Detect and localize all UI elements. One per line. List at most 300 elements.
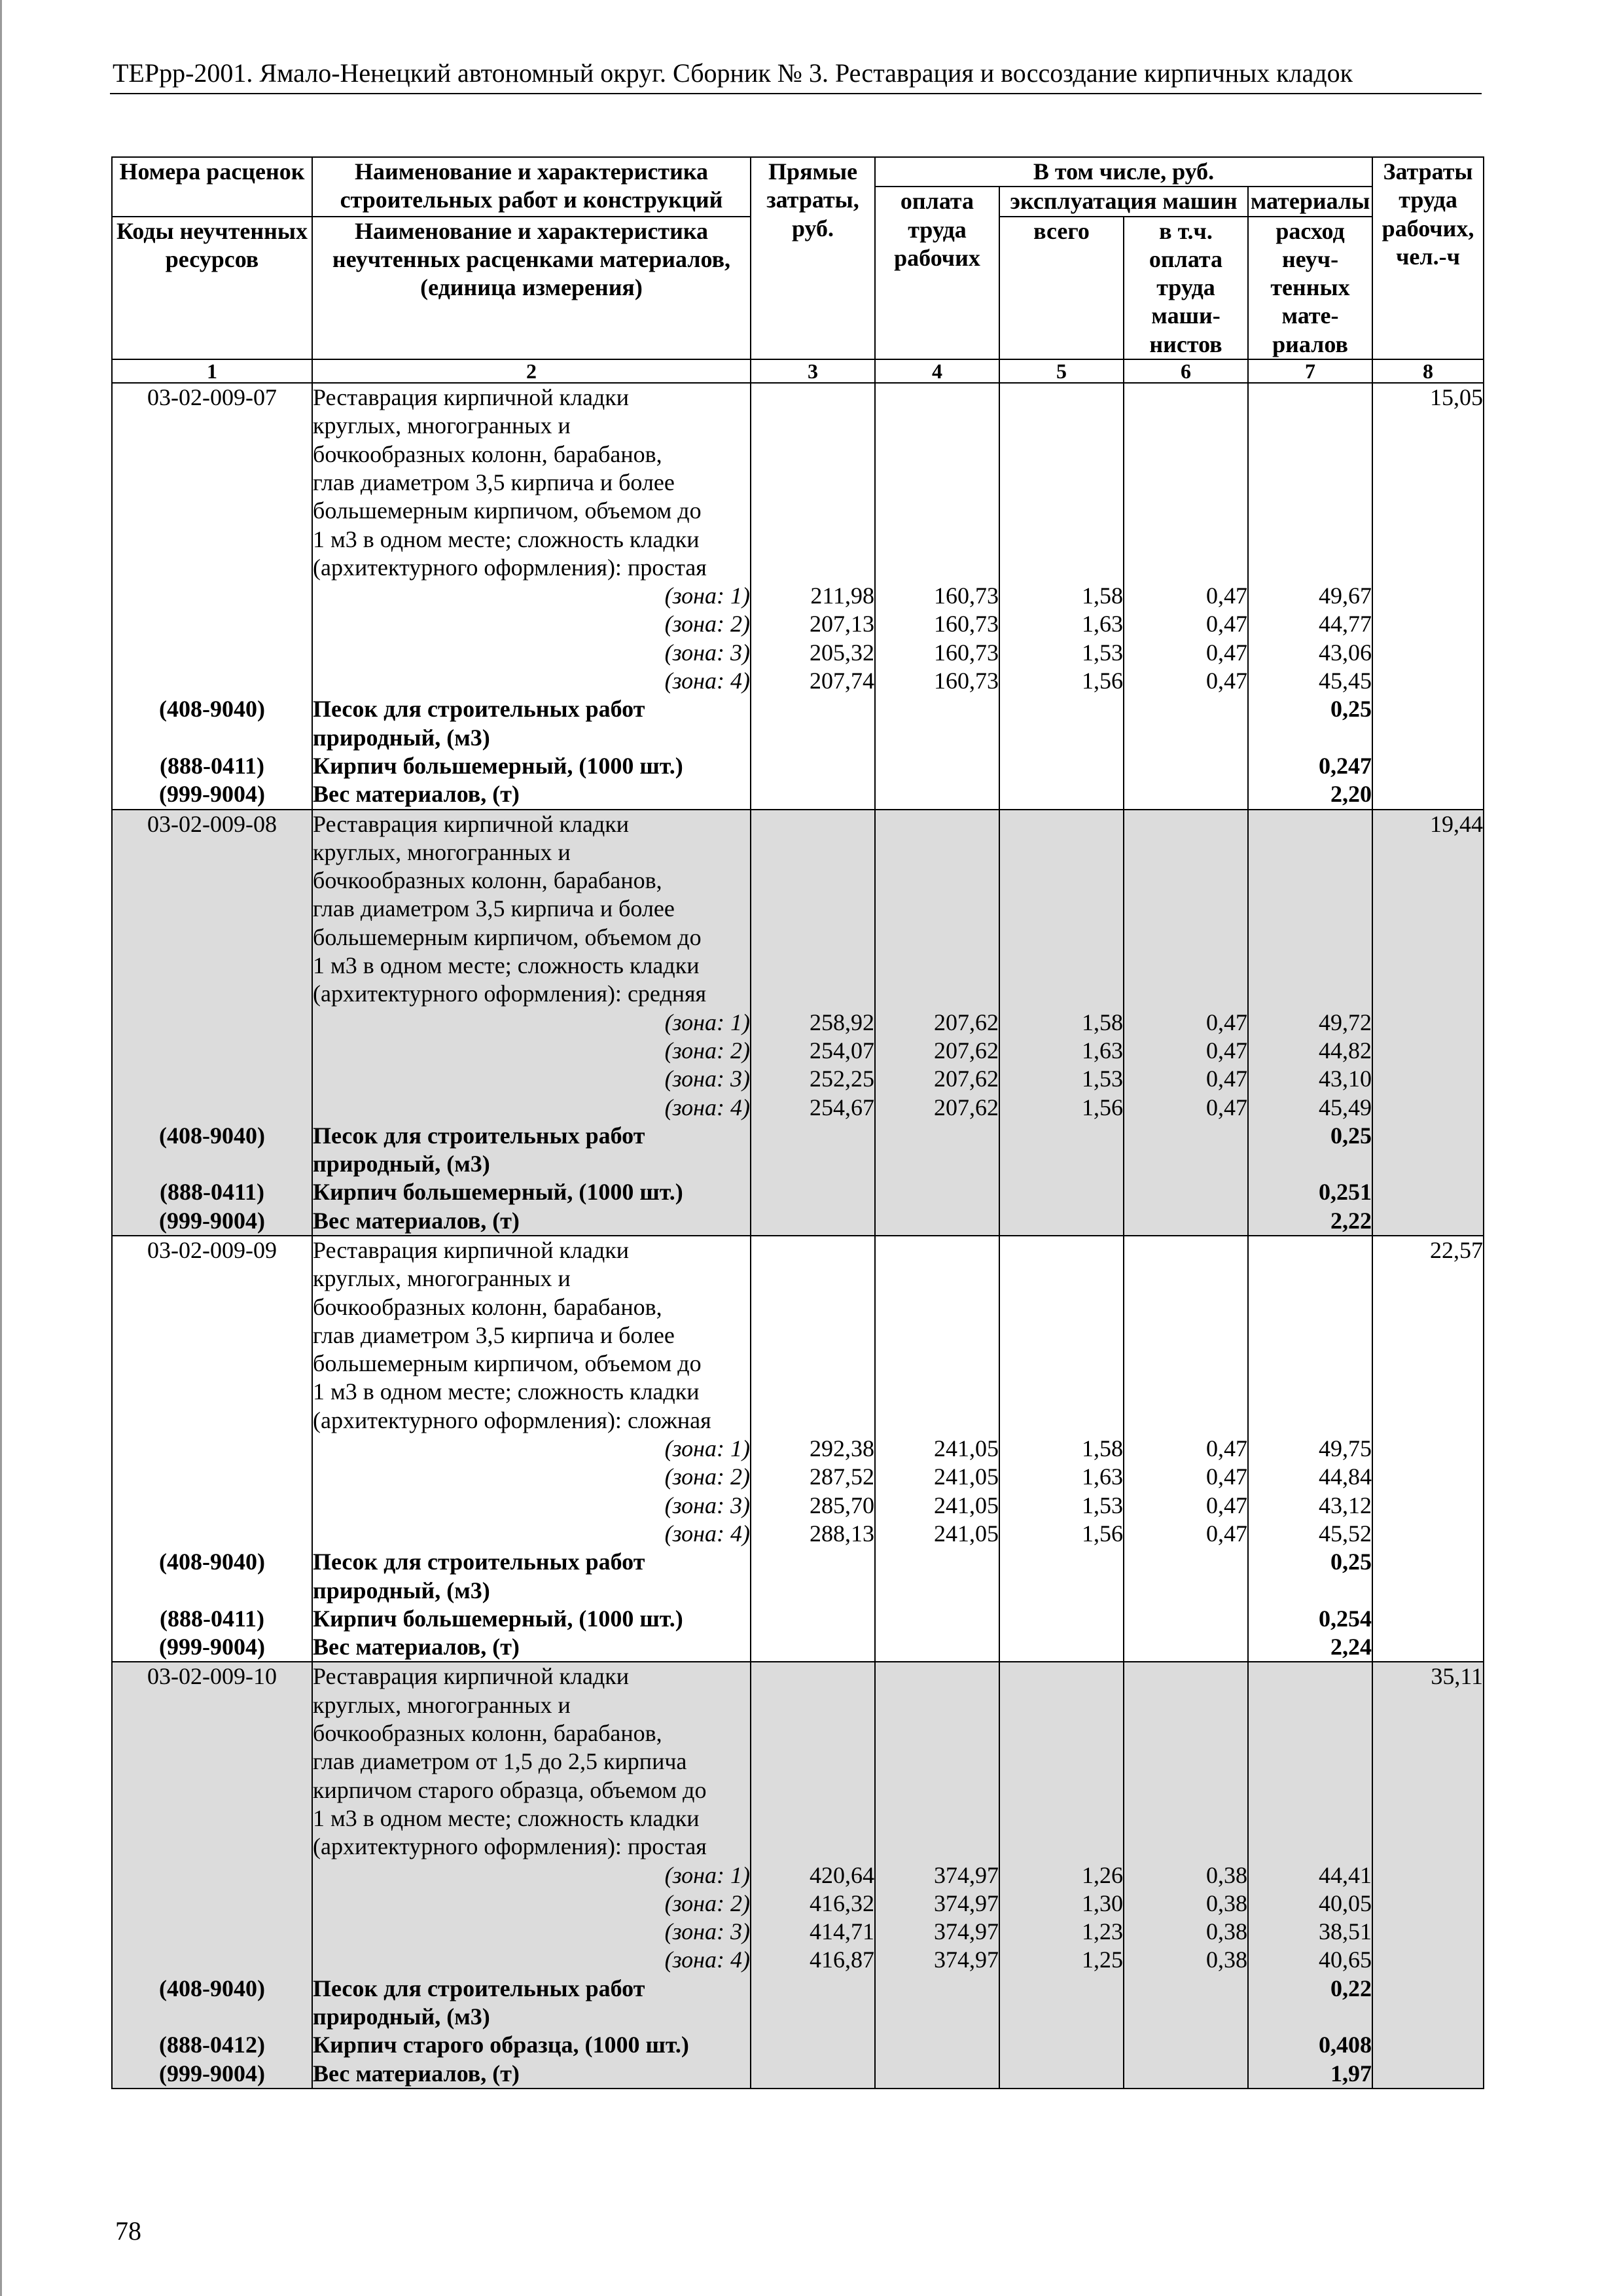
resource-row bbox=[112, 695, 1484, 723]
table-cell bbox=[875, 867, 999, 895]
table-cell bbox=[112, 1520, 312, 1548]
table-cell bbox=[1372, 895, 1484, 923]
table-cell bbox=[875, 895, 999, 923]
table-cell bbox=[1124, 1265, 1248, 1293]
table-cell bbox=[999, 2003, 1124, 2031]
table-row bbox=[112, 924, 1484, 952]
table-cell bbox=[999, 1577, 1124, 1605]
table-cell bbox=[999, 780, 1124, 809]
rate-description-line: бочкообразных колонн, барабанов, bbox=[312, 1293, 751, 1321]
rate-description-line: бочкообразных колонн, барабанов, bbox=[312, 1719, 751, 1748]
table-cell bbox=[875, 1122, 999, 1150]
rate-description-line: круглых, многогранных и bbox=[312, 1691, 751, 1719]
zone-row bbox=[112, 1009, 1484, 1037]
table-cell bbox=[1124, 1605, 1248, 1633]
zone-label: (зона: 4) bbox=[312, 1520, 751, 1548]
table-cell bbox=[1124, 1719, 1248, 1748]
resource-row bbox=[112, 1150, 1484, 1178]
rate-block bbox=[112, 1662, 1484, 2088]
table-cell bbox=[1124, 554, 1248, 582]
table-cell bbox=[1372, 497, 1484, 525]
table-cell bbox=[1372, 1207, 1484, 1236]
table-row bbox=[112, 1804, 1484, 1833]
rate-description-line: 1 м3 в одном месте; сложность кладки bbox=[312, 1804, 751, 1833]
resource-row bbox=[112, 1633, 1484, 1662]
zone-row bbox=[112, 1065, 1484, 1093]
resource-name: Вес материалов, (т) bbox=[312, 2060, 751, 2089]
header-direct-costs: Прямые затраты, руб. bbox=[751, 157, 875, 359]
table-cell bbox=[1124, 469, 1248, 497]
column-number: 1 bbox=[112, 359, 312, 383]
table-cell bbox=[1248, 440, 1372, 469]
direct-cost: 254,07 bbox=[751, 1037, 875, 1065]
direct-cost: 416,87 bbox=[751, 1946, 875, 1974]
table-cell bbox=[999, 695, 1124, 723]
zone-label: (зона: 4) bbox=[312, 667, 751, 695]
resource-name: Песок для строительных работ bbox=[312, 695, 751, 723]
header-machines-total: всего bbox=[999, 217, 1124, 359]
resource-code: (888-0411) bbox=[112, 1178, 312, 1206]
zone-row bbox=[112, 639, 1484, 667]
table-cell bbox=[1372, 1691, 1484, 1719]
machinist-pay: 0,47 bbox=[1124, 1463, 1248, 1491]
header-machinist-pay: в т.ч. оплата труда маши-нистов bbox=[1124, 217, 1248, 359]
table-cell bbox=[751, 1833, 875, 1861]
resource-row bbox=[112, 1207, 1484, 1236]
table-cell bbox=[1124, 1748, 1248, 1776]
materials-cost: 49,72 bbox=[1248, 1009, 1372, 1037]
column-number: 6 bbox=[1124, 359, 1248, 383]
table-cell bbox=[112, 1861, 312, 1890]
table-cell bbox=[1372, 610, 1484, 638]
machinist-pay: 0,38 bbox=[1124, 1890, 1248, 1918]
zone-row bbox=[112, 1520, 1484, 1548]
table-cell bbox=[1372, 1548, 1484, 1576]
table-cell bbox=[1248, 952, 1372, 980]
table-cell bbox=[112, 924, 312, 952]
column-number: 8 bbox=[1372, 359, 1484, 383]
labor-pay: 374,97 bbox=[875, 1918, 999, 1946]
zone-label: (зона: 2) bbox=[312, 1890, 751, 1918]
table-cell bbox=[751, 1265, 875, 1293]
table-cell bbox=[112, 412, 312, 440]
zone-row bbox=[112, 1946, 1484, 1974]
machines-total: 1,26 bbox=[999, 1861, 1124, 1890]
table-cell bbox=[875, 1662, 999, 1691]
materials-cost: 45,52 bbox=[1248, 1520, 1372, 1548]
rate-description-line: (архитектурного оформления): сложная bbox=[312, 1407, 751, 1435]
table-cell bbox=[112, 1350, 312, 1378]
table-cell bbox=[1248, 412, 1372, 440]
direct-cost: 292,38 bbox=[751, 1435, 875, 1463]
table-cell bbox=[999, 867, 1124, 895]
machinist-pay: 0,38 bbox=[1124, 1861, 1248, 1890]
table-cell bbox=[751, 2031, 875, 2059]
table-cell bbox=[875, 838, 999, 867]
resource-code: (888-0411) bbox=[112, 752, 312, 780]
table-cell bbox=[875, 412, 999, 440]
table-cell bbox=[1372, 1605, 1484, 1633]
table-cell bbox=[1124, 2031, 1248, 2059]
table-cell bbox=[112, 1435, 312, 1463]
table-cell bbox=[999, 1265, 1124, 1293]
rate-description-line: большемерным кирпичом, объемом до bbox=[312, 497, 751, 525]
table-cell bbox=[999, 1122, 1124, 1150]
resource-name: Вес материалов, (т) bbox=[312, 780, 751, 809]
zone-label: (зона: 1) bbox=[312, 1861, 751, 1890]
zone-label: (зона: 3) bbox=[312, 1918, 751, 1946]
table-cell bbox=[751, 924, 875, 952]
resource-name: Вес материалов, (т) bbox=[312, 1207, 751, 1236]
table-cell bbox=[1372, 1009, 1484, 1037]
table-cell bbox=[1124, 1378, 1248, 1406]
resource-code: (999-9004) bbox=[112, 780, 312, 809]
table-cell bbox=[751, 752, 875, 780]
table-cell bbox=[1372, 1890, 1484, 1918]
table-cell bbox=[1372, 639, 1484, 667]
zone-label: (зона: 3) bbox=[312, 639, 751, 667]
column-number: 5 bbox=[999, 359, 1124, 383]
table-cell bbox=[112, 1918, 312, 1946]
table-cell bbox=[1372, 526, 1484, 554]
resource-name: Кирпич большемерный, (1000 шт.) bbox=[312, 752, 751, 780]
resource-code: (408-9040) bbox=[112, 1975, 312, 2003]
labor-pay: 241,05 bbox=[875, 1492, 999, 1520]
rate-block bbox=[112, 810, 1484, 1236]
table-cell bbox=[875, 497, 999, 525]
labor-pay: 374,97 bbox=[875, 1890, 999, 1918]
table-cell bbox=[1248, 924, 1372, 952]
rates-table bbox=[111, 156, 1484, 2089]
zone-label: (зона: 4) bbox=[312, 1094, 751, 1122]
table-cell bbox=[1372, 469, 1484, 497]
table-cell bbox=[112, 952, 312, 980]
direct-cost: 254,67 bbox=[751, 1094, 875, 1122]
zone-row bbox=[112, 1463, 1484, 1491]
table-cell bbox=[1372, 1833, 1484, 1861]
table-cell bbox=[751, 867, 875, 895]
resource-code: (888-0411) bbox=[112, 1605, 312, 1633]
machines-total: 1,58 bbox=[999, 1435, 1124, 1463]
table-cell bbox=[1124, 780, 1248, 809]
table-cell bbox=[875, 1719, 999, 1748]
table-cell bbox=[1372, 1946, 1484, 1974]
table-cell bbox=[112, 639, 312, 667]
direct-cost: 205,32 bbox=[751, 639, 875, 667]
labor-pay: 160,73 bbox=[875, 582, 999, 610]
table-cell bbox=[112, 980, 312, 1008]
materials-cost: 43,12 bbox=[1248, 1492, 1372, 1520]
table-cell bbox=[1124, 952, 1248, 980]
table-cell bbox=[1124, 1548, 1248, 1576]
table-cell bbox=[112, 1946, 312, 1974]
machines-total: 1,58 bbox=[999, 582, 1124, 610]
table-cell bbox=[1372, 1378, 1484, 1406]
table-cell bbox=[1124, 2003, 1248, 2031]
table-cell bbox=[1124, 1691, 1248, 1719]
table-cell bbox=[1248, 724, 1372, 752]
rate-description-line: Реставрация кирпичной кладки bbox=[312, 1236, 751, 1265]
machines-total: 1,53 bbox=[999, 639, 1124, 667]
table-cell bbox=[1124, 1293, 1248, 1321]
resource-row bbox=[112, 752, 1484, 780]
direct-cost: 420,64 bbox=[751, 1861, 875, 1890]
table-row bbox=[112, 1407, 1484, 1435]
table-cell bbox=[1372, 1719, 1484, 1748]
table-cell bbox=[1124, 1804, 1248, 1833]
resource-quantity: 0,254 bbox=[1248, 1605, 1372, 1633]
table-cell bbox=[1248, 1748, 1372, 1776]
table-cell bbox=[1124, 1407, 1248, 1435]
zone-label: (зона: 1) bbox=[312, 582, 751, 610]
table-cell bbox=[1372, 582, 1484, 610]
rate-description-line: большемерным кирпичом, объемом до bbox=[312, 1350, 751, 1378]
table-cell bbox=[112, 1094, 312, 1122]
table-cell bbox=[1372, 1804, 1484, 1833]
table-cell bbox=[999, 412, 1124, 440]
table-cell bbox=[875, 1350, 999, 1378]
header-labor-pay: оплата труда рабочих bbox=[875, 187, 999, 359]
table-cell bbox=[875, 952, 999, 980]
resource-name: природный, (м3) bbox=[312, 1150, 751, 1178]
rate-description-line: 1 м3 в одном месте; сложность кладки bbox=[312, 1378, 751, 1406]
table-cell bbox=[875, 440, 999, 469]
table-cell bbox=[1372, 1492, 1484, 1520]
machinist-pay: 0,47 bbox=[1124, 1094, 1248, 1122]
zone-label: (зона: 1) bbox=[312, 1435, 751, 1463]
machinist-pay: 0,47 bbox=[1124, 667, 1248, 695]
rate-description-line: бочкообразных колонн, барабанов, bbox=[312, 440, 751, 469]
header-resource-codes: Коды неучтенных ресурсов bbox=[112, 217, 312, 359]
resource-code: (888-0412) bbox=[112, 2031, 312, 2059]
table-cell bbox=[875, 724, 999, 752]
table-row bbox=[112, 1776, 1484, 1804]
table-cell bbox=[875, 1321, 999, 1350]
table-row bbox=[112, 1321, 1484, 1350]
table-cell bbox=[112, 469, 312, 497]
table-cell bbox=[875, 1776, 999, 1804]
machines-total: 1,56 bbox=[999, 667, 1124, 695]
table-cell bbox=[875, 1633, 999, 1662]
zone-label: (зона: 2) bbox=[312, 1037, 751, 1065]
machines-total: 1,23 bbox=[999, 1918, 1124, 1946]
resource-row bbox=[112, 1122, 1484, 1150]
resource-row bbox=[112, 2031, 1484, 2059]
table-cell bbox=[751, 810, 875, 838]
table-cell bbox=[875, 1691, 999, 1719]
table-cell bbox=[999, 1748, 1124, 1776]
table-cell bbox=[1372, 1122, 1484, 1150]
materials-cost: 43,10 bbox=[1248, 1065, 1372, 1093]
table-cell bbox=[112, 1378, 312, 1406]
table-cell bbox=[875, 1178, 999, 1206]
resource-name: Кирпич большемерный, (1000 шт.) bbox=[312, 1605, 751, 1633]
resource-quantity: 0,408 bbox=[1248, 2031, 1372, 2059]
column-number: 2 bbox=[312, 359, 751, 383]
zone-label: (зона: 4) bbox=[312, 1946, 751, 1974]
table-row bbox=[112, 867, 1484, 895]
rate-description-line: глав диаметром от 1,5 до 2,5 кирпича bbox=[312, 1748, 751, 1776]
table-cell bbox=[1372, 1321, 1484, 1350]
labor-cost: 22,57 bbox=[1372, 1236, 1484, 1265]
table-cell bbox=[1372, 752, 1484, 780]
table-row bbox=[112, 1662, 1484, 1691]
table-cell bbox=[1372, 952, 1484, 980]
header-materials: материалы bbox=[1248, 187, 1372, 216]
machinist-pay: 0,47 bbox=[1124, 1520, 1248, 1548]
table-cell bbox=[112, 554, 312, 582]
table-cell bbox=[1124, 1150, 1248, 1178]
table-cell bbox=[1372, 1178, 1484, 1206]
rate-block bbox=[112, 383, 1484, 809]
table-cell bbox=[1124, 440, 1248, 469]
table-cell bbox=[1124, 497, 1248, 525]
table-cell bbox=[1248, 1150, 1372, 1178]
table-cell bbox=[999, 980, 1124, 1008]
resource-code: (999-9004) bbox=[112, 1207, 312, 1236]
table-row bbox=[112, 1265, 1484, 1293]
rate-description-line: 1 м3 в одном месте; сложность кладки bbox=[312, 526, 751, 554]
resource-quantity: 0,25 bbox=[1248, 695, 1372, 723]
table-cell bbox=[1372, 867, 1484, 895]
table-cell bbox=[999, 1207, 1124, 1236]
materials-cost: 43,06 bbox=[1248, 639, 1372, 667]
table-row bbox=[112, 1236, 1484, 1265]
header-including: В том числе, руб. bbox=[875, 157, 1372, 187]
table-cell bbox=[1124, 924, 1248, 952]
table-cell bbox=[875, 780, 999, 809]
table-cell bbox=[751, 1662, 875, 1691]
materials-cost: 49,75 bbox=[1248, 1435, 1372, 1463]
table-cell bbox=[751, 1350, 875, 1378]
rate-description-line: 1 м3 в одном месте; сложность кладки bbox=[312, 952, 751, 980]
table-cell bbox=[999, 1321, 1124, 1350]
rate-description-line: глав диаметром 3,5 кирпича и более bbox=[312, 895, 751, 923]
table-cell bbox=[1372, 667, 1484, 695]
machines-total: 1,25 bbox=[999, 1946, 1124, 1974]
machines-total: 1,53 bbox=[999, 1492, 1124, 1520]
table-cell bbox=[751, 838, 875, 867]
materials-cost: 44,82 bbox=[1248, 1037, 1372, 1065]
table-cell bbox=[751, 1378, 875, 1406]
table-cell bbox=[999, 1633, 1124, 1662]
rate-code: 03-02-009-10 bbox=[112, 1662, 312, 1691]
table-cell bbox=[1372, 1265, 1484, 1293]
table-cell bbox=[751, 695, 875, 723]
table-cell bbox=[1248, 895, 1372, 923]
table-row bbox=[112, 1719, 1484, 1748]
table-cell bbox=[999, 1975, 1124, 2003]
table-row bbox=[112, 469, 1484, 497]
direct-cost: 416,32 bbox=[751, 1890, 875, 1918]
table-cell bbox=[1124, 980, 1248, 1008]
table-cell bbox=[1248, 1236, 1372, 1265]
materials-cost: 44,77 bbox=[1248, 610, 1372, 638]
machinist-pay: 0,47 bbox=[1124, 639, 1248, 667]
table-row bbox=[112, 1748, 1484, 1776]
resource-name: природный, (м3) bbox=[312, 2003, 751, 2031]
materials-cost: 38,51 bbox=[1248, 1918, 1372, 1946]
table-cell bbox=[999, 440, 1124, 469]
resource-row bbox=[112, 2060, 1484, 2089]
rate-code: 03-02-009-08 bbox=[112, 810, 312, 838]
table-cell bbox=[1248, 1293, 1372, 1321]
table-cell bbox=[751, 412, 875, 440]
table-cell bbox=[1248, 838, 1372, 867]
table-cell bbox=[751, 1122, 875, 1150]
table-cell bbox=[1124, 1776, 1248, 1804]
table-cell bbox=[1372, 2003, 1484, 2031]
machinist-pay: 0,38 bbox=[1124, 1918, 1248, 1946]
header-rate-numbers: Номера расценок bbox=[112, 157, 312, 217]
table-cell bbox=[1124, 383, 1248, 412]
machines-total: 1,63 bbox=[999, 1463, 1124, 1491]
table-row bbox=[112, 1350, 1484, 1378]
labor-pay: 374,97 bbox=[875, 1946, 999, 1974]
table-cell bbox=[999, 1407, 1124, 1435]
rate-description-line: глав диаметром 3,5 кирпича и более bbox=[312, 1321, 751, 1350]
zone-row bbox=[112, 1861, 1484, 1890]
table-cell bbox=[1248, 1321, 1372, 1350]
machinist-pay: 0,47 bbox=[1124, 610, 1248, 638]
zone-row bbox=[112, 1435, 1484, 1463]
table-cell bbox=[112, 1150, 312, 1178]
table-cell bbox=[1372, 1577, 1484, 1605]
table-cell bbox=[751, 895, 875, 923]
table-row bbox=[112, 440, 1484, 469]
table-cell bbox=[1248, 1577, 1372, 1605]
table-cell bbox=[1372, 1407, 1484, 1435]
table-cell bbox=[1372, 1350, 1484, 1378]
table-cell bbox=[751, 440, 875, 469]
table-cell bbox=[751, 1719, 875, 1748]
table-cell bbox=[999, 1293, 1124, 1321]
table-row bbox=[112, 895, 1484, 923]
table-cell bbox=[1372, 1037, 1484, 1065]
table-cell bbox=[751, 724, 875, 752]
table-cell bbox=[999, 895, 1124, 923]
table-cell bbox=[112, 610, 312, 638]
table-cell bbox=[1124, 867, 1248, 895]
table-cell bbox=[751, 1691, 875, 1719]
table-cell bbox=[875, 1605, 999, 1633]
table-cell bbox=[1372, 1918, 1484, 1946]
table-cell bbox=[1372, 838, 1484, 867]
table-cell bbox=[1124, 695, 1248, 723]
table-row bbox=[112, 838, 1484, 867]
zone-label: (зона: 1) bbox=[312, 1009, 751, 1037]
table-cell bbox=[751, 554, 875, 582]
table-cell bbox=[1372, 695, 1484, 723]
table-cell bbox=[875, 1577, 999, 1605]
table-cell bbox=[875, 1804, 999, 1833]
table-cell bbox=[1372, 554, 1484, 582]
table-cell bbox=[1372, 1975, 1484, 2003]
page-left-edge bbox=[0, 0, 2, 2296]
table-cell bbox=[875, 810, 999, 838]
resource-quantity: 0,247 bbox=[1248, 752, 1372, 780]
header-work-name: Наименование и характеристика строительных работ и конструкций bbox=[312, 157, 751, 217]
table-cell bbox=[112, 1833, 312, 1861]
table-cell bbox=[875, 695, 999, 723]
header-materials-unaccounted: расход неуч-тенных мате-риалов bbox=[1248, 217, 1372, 359]
table-cell bbox=[1124, 1662, 1248, 1691]
resource-quantity: 0,25 bbox=[1248, 1548, 1372, 1576]
table-cell bbox=[1124, 1122, 1248, 1150]
resource-name: природный, (м3) bbox=[312, 1577, 751, 1605]
table-cell bbox=[875, 383, 999, 412]
running-header: ТЕРрр-2001. Ямало-Ненецкий автономный округ. Сборник № 3. Реставрация и воссоздание кирпичных кладок bbox=[113, 58, 1353, 88]
